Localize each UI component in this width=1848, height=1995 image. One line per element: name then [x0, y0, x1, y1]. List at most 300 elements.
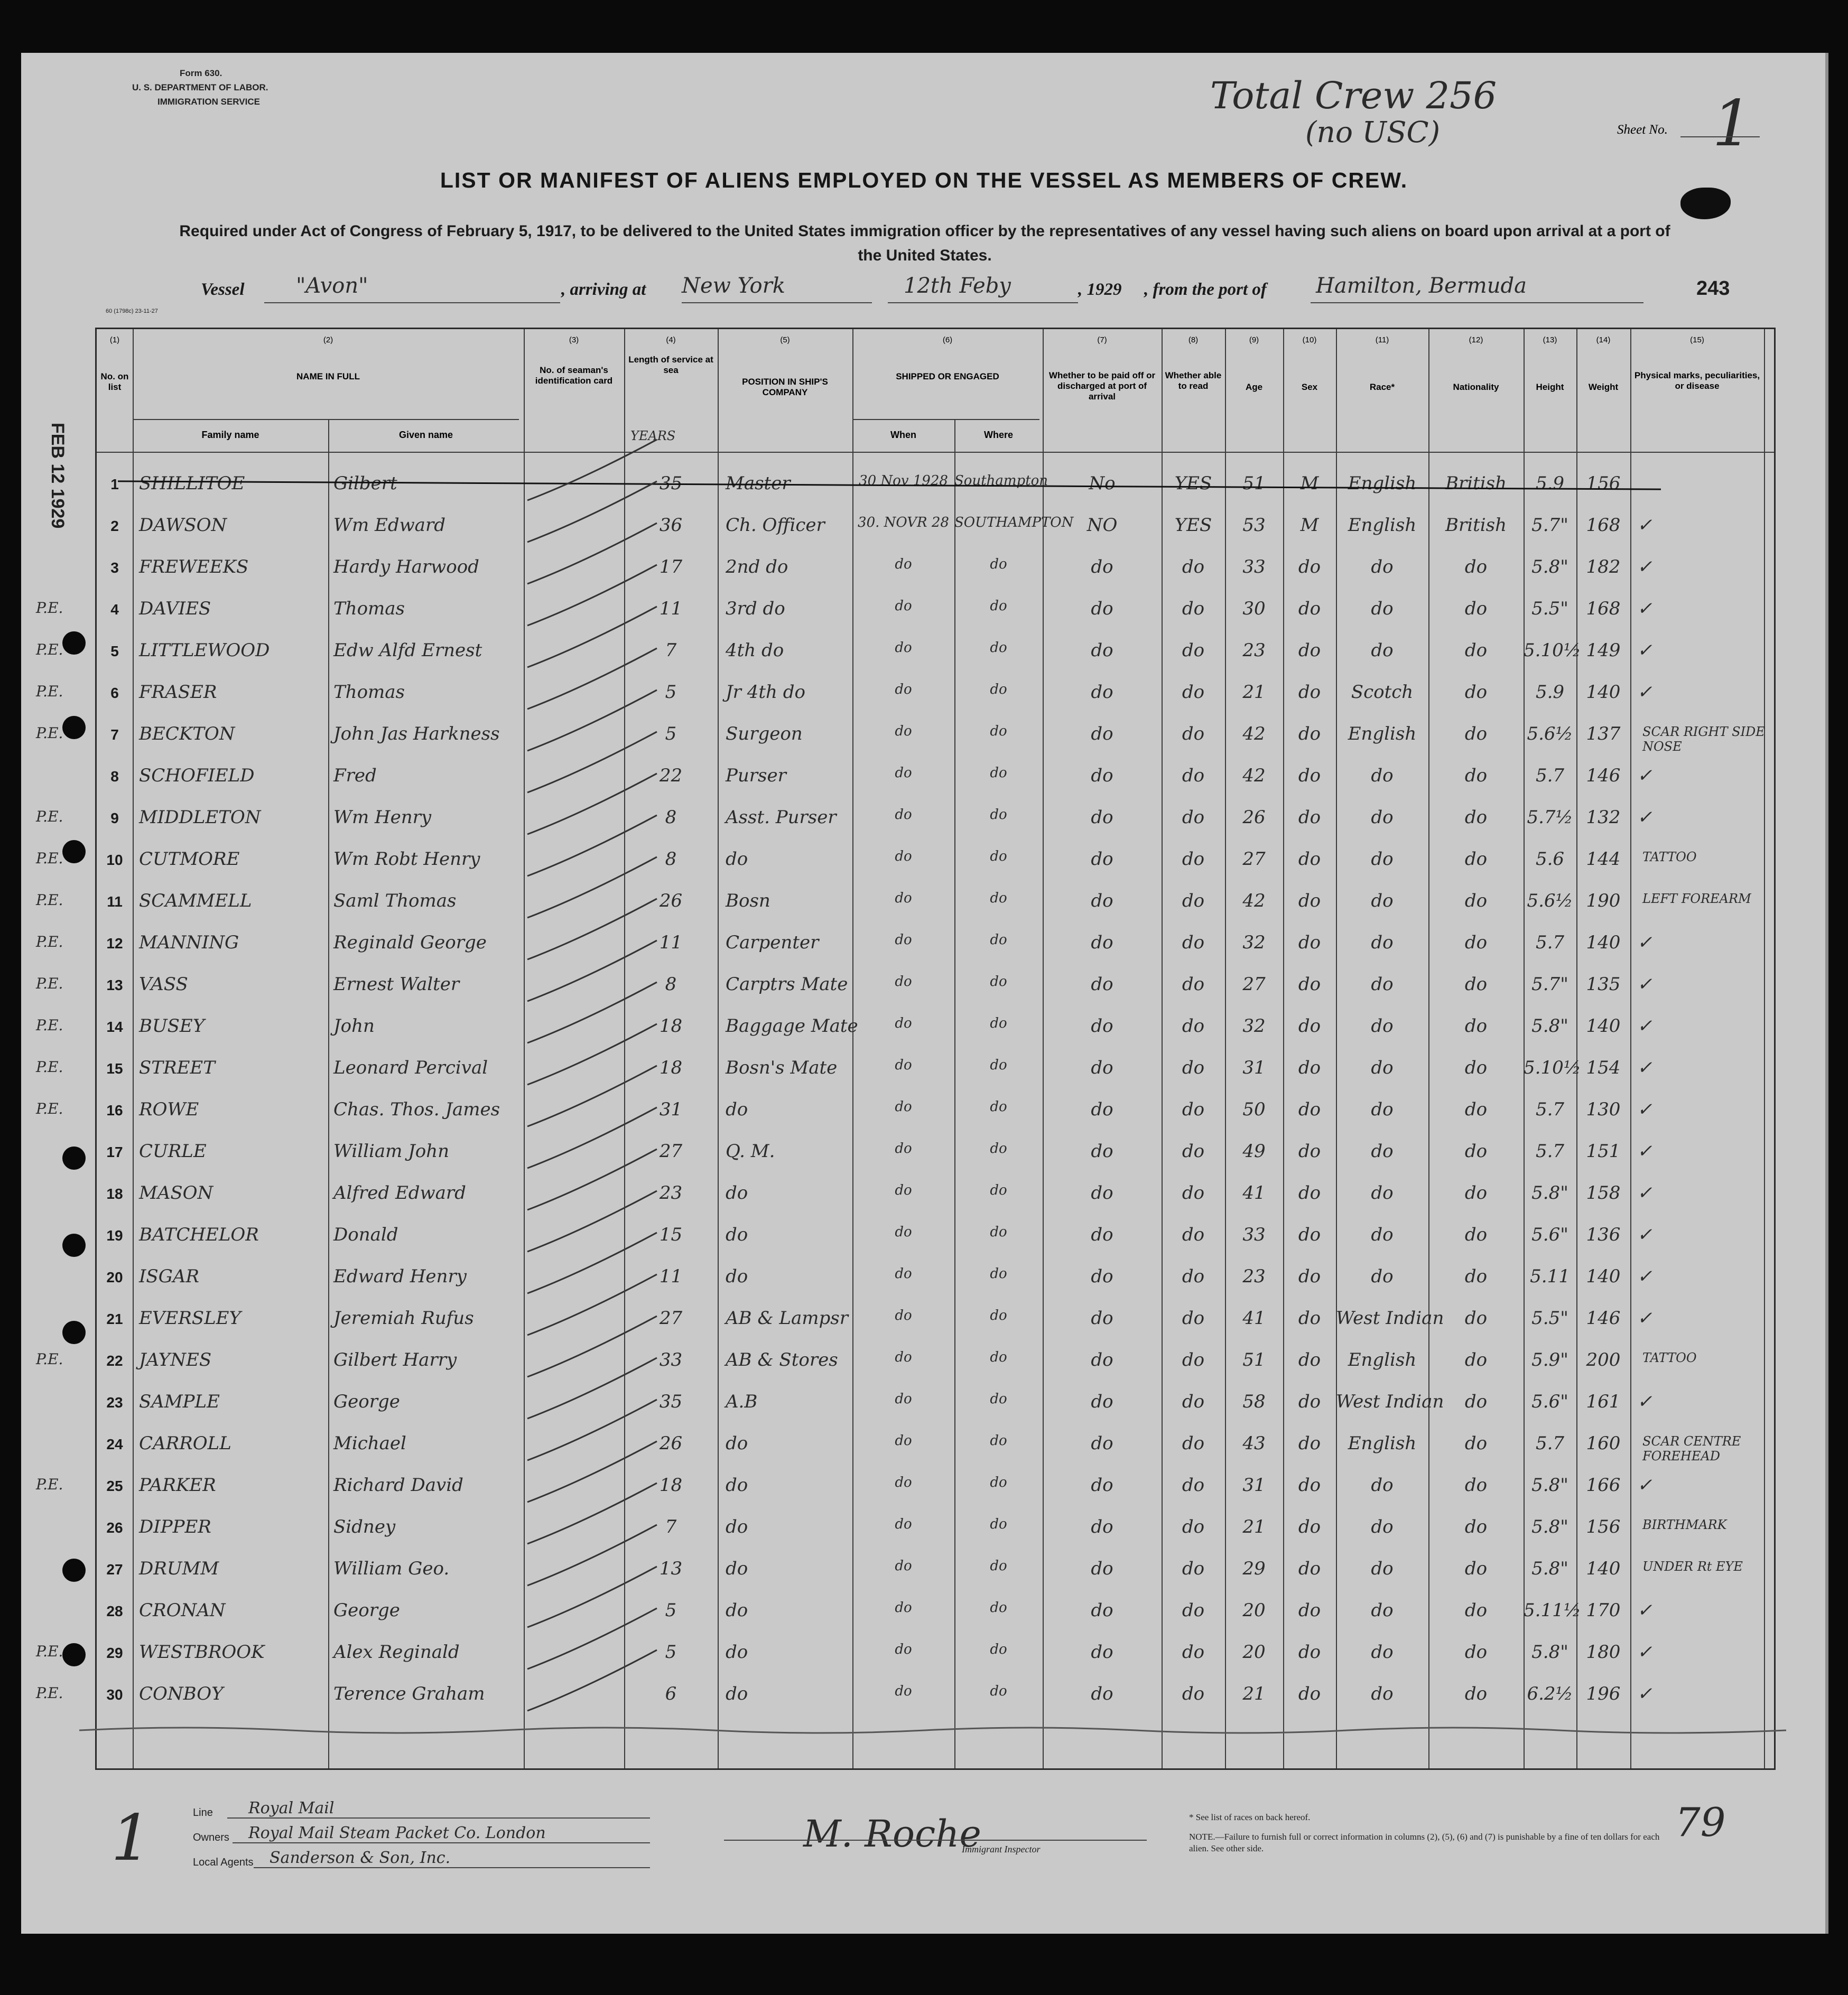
cell-when: do — [895, 1600, 912, 1616]
cell-service: 11 — [659, 1266, 683, 1287]
cell-weight: 160 — [1586, 1433, 1621, 1454]
cell-age: 21 — [1242, 1516, 1266, 1537]
header-given-name: Given name — [398, 430, 453, 440]
cell-weight: 158 — [1586, 1182, 1621, 1204]
check-mark: ✓ — [1637, 1141, 1652, 1162]
arrival-year: , 1929 — [1078, 280, 1122, 299]
binder-hole — [62, 1559, 86, 1582]
cell-age: 50 — [1242, 1099, 1266, 1120]
cell-nat: do — [1464, 1224, 1488, 1245]
cell-race: do — [1371, 1099, 1394, 1120]
cell-weight: 146 — [1586, 765, 1621, 786]
header-id-card: No. of seaman's identification card — [535, 365, 613, 386]
cell-sex: do — [1298, 723, 1321, 744]
margin-annotation: P.E. — [36, 1476, 63, 1493]
cell-race: do — [1371, 640, 1394, 661]
cell-given: George — [333, 1391, 400, 1412]
header-paid-off: Whether to be paid off or discharged at port of arrival — [1048, 370, 1156, 402]
arriving-line — [682, 302, 872, 303]
cell-where: do — [990, 849, 1007, 864]
cell-when: do — [895, 1015, 912, 1031]
cell-paid: do — [1091, 1391, 1113, 1412]
header-sex: Sex — [1301, 382, 1318, 392]
cell-position: 2nd do — [726, 556, 788, 577]
cell-given: Gilbert — [333, 473, 397, 494]
binder-hole — [62, 716, 86, 739]
check-mark: ✓ — [1637, 1600, 1652, 1621]
cell-age: 23 — [1242, 1266, 1266, 1287]
cell-paid: do — [1091, 723, 1113, 744]
cell-position: AB & Lampsr — [726, 1308, 848, 1329]
cell-where: do — [990, 1475, 1007, 1490]
cell-sex: do — [1298, 974, 1321, 995]
cell-weight: 180 — [1586, 1642, 1621, 1663]
cell-family: WESTBROOK — [139, 1642, 265, 1663]
cell-service: 26 — [659, 890, 683, 911]
cell-no: 24 — [106, 1436, 123, 1452]
cell-where: do — [990, 682, 1007, 697]
cell-read: do — [1182, 1391, 1205, 1412]
cell-given: Saml Thomas — [333, 890, 457, 911]
margin-annotation: P.E. — [36, 975, 63, 992]
cell-given: Wm Edward — [333, 515, 445, 536]
col-num: (14) — [1596, 335, 1611, 344]
cell-race: English — [1348, 1349, 1417, 1371]
races-footnote: * See list of races on back hereof. — [1189, 1812, 1311, 1822]
cell-paid: do — [1091, 1558, 1113, 1579]
cell-when: do — [895, 1433, 912, 1449]
owners-underline — [233, 1842, 650, 1843]
cell-service: 6 — [665, 1683, 677, 1704]
cell-position: Bosn — [726, 890, 770, 911]
col-num: (2) — [323, 335, 333, 344]
cell-nat: do — [1464, 1266, 1488, 1287]
cell-no: 22 — [106, 1353, 123, 1369]
header-shipped: SHIPPED OR ENGAGED — [896, 371, 999, 381]
cell-family: CARROLL — [139, 1433, 231, 1454]
cell-race: English — [1348, 723, 1417, 744]
cell-read: do — [1182, 932, 1205, 953]
cell-when: 30. NOVR 28 — [858, 515, 949, 530]
cell-race: do — [1371, 807, 1394, 828]
cell-read: do — [1182, 640, 1205, 661]
cell-age: 53 — [1242, 515, 1266, 536]
cell-race: do — [1371, 1015, 1394, 1037]
col-num: (7) — [1097, 335, 1107, 344]
col-num: (12) — [1469, 335, 1483, 344]
cell-race: do — [1371, 1057, 1394, 1078]
cell-nat: do — [1464, 890, 1488, 911]
cell-weight: 156 — [1586, 1516, 1621, 1537]
cell-family: VASS — [139, 974, 188, 995]
owners-label: Owners — [193, 1832, 229, 1843]
cell-paid: do — [1091, 1182, 1113, 1204]
owners-value: Royal Mail Steam Packet Co. London — [248, 1824, 546, 1842]
cell-nat: British — [1445, 515, 1507, 536]
cell-weight: 151 — [1586, 1141, 1621, 1162]
cell-where: do — [990, 1308, 1007, 1323]
cell-given: Donald — [333, 1224, 398, 1245]
cell-read: do — [1182, 765, 1205, 786]
cell-nat: do — [1464, 807, 1488, 828]
binder-hole — [62, 1643, 86, 1666]
cell-read: do — [1182, 598, 1205, 619]
id-column-slashes — [97, 329, 1777, 1772]
cell-when: do — [895, 1182, 912, 1198]
department-name: U. S. DEPARTMENT OF LABOR. — [132, 82, 268, 92]
cell-age: 23 — [1242, 640, 1266, 661]
cell-position: Carpenter — [726, 932, 819, 953]
cell-height: 5.7 — [1535, 765, 1565, 786]
cell-service: 5 — [665, 723, 677, 744]
cell-read: do — [1182, 890, 1205, 911]
cell-paid: do — [1091, 598, 1113, 619]
cell-position: Purser — [726, 765, 786, 786]
cell-where: do — [990, 1558, 1007, 1574]
cell-read: do — [1182, 1475, 1205, 1496]
cell-family: BUSEY — [139, 1015, 205, 1037]
cell-race: do — [1371, 974, 1394, 995]
cell-family: DAVIES — [139, 598, 211, 619]
cell-age: 41 — [1242, 1308, 1266, 1329]
cell-family: BECKTON — [139, 723, 235, 744]
cell-no: 17 — [106, 1144, 123, 1160]
cell-race: do — [1371, 1558, 1394, 1579]
cell-position: do — [726, 1642, 748, 1663]
cell-family: EVERSLEY — [139, 1308, 241, 1329]
cell-sex: M — [1300, 473, 1319, 494]
cell-race: do — [1371, 556, 1394, 577]
cell-position: Carptrs Mate — [726, 974, 848, 995]
margin-annotation: P.E. — [36, 1017, 63, 1034]
cell-paid: do — [1091, 1308, 1113, 1329]
cell-service: 33 — [659, 1349, 683, 1371]
cell-paid: do — [1091, 1015, 1113, 1037]
cell-service: 7 — [665, 640, 677, 661]
cell-paid: do — [1091, 1224, 1113, 1245]
header-family-name: Family name — [201, 430, 259, 440]
wavy-line — [79, 1722, 1786, 1738]
sheet-label: Sheet No. — [1617, 123, 1668, 137]
col-num: (10) — [1302, 335, 1317, 344]
cell-height: 5.8" — [1531, 1015, 1568, 1037]
binder-hole — [62, 1146, 86, 1170]
cell-age: 31 — [1242, 1475, 1266, 1496]
vessel-name: "Avon" — [296, 274, 368, 298]
cell-service: 18 — [659, 1057, 683, 1078]
cell-sex: do — [1298, 682, 1321, 703]
cell-nat: do — [1464, 849, 1488, 870]
cell-sex: do — [1298, 1433, 1321, 1454]
cell-service: 31 — [659, 1099, 683, 1120]
check-mark: ✓ — [1637, 1308, 1652, 1329]
cell-when: do — [895, 1475, 912, 1490]
line-underline — [227, 1817, 650, 1819]
cell-sex: do — [1298, 1349, 1321, 1371]
cell-family: STREET — [139, 1057, 215, 1078]
cell-service: 5 — [665, 682, 677, 703]
cell-position: do — [726, 849, 748, 870]
cell-read: do — [1182, 1308, 1205, 1329]
cell-given: Thomas — [333, 682, 405, 703]
cell-height: 5.5" — [1531, 1308, 1568, 1329]
cell-read: do — [1182, 1600, 1205, 1621]
cell-sex: do — [1298, 1558, 1321, 1579]
cell-when: do — [895, 1308, 912, 1323]
binder-hole — [62, 840, 86, 863]
cell-height: 5.6" — [1531, 1391, 1568, 1412]
cell-where: do — [990, 556, 1007, 572]
cell-age: 20 — [1242, 1600, 1266, 1621]
col-num: (9) — [1249, 335, 1259, 344]
cell-position: do — [726, 1224, 748, 1245]
cell-when: do — [895, 890, 912, 906]
cell-no: 18 — [106, 1186, 123, 1202]
check-mark: ✓ — [1637, 765, 1652, 786]
cell-age: 42 — [1242, 723, 1266, 744]
margin-annotation: P.E. — [36, 933, 63, 950]
cell-sex: do — [1298, 1683, 1321, 1704]
cell-position: Ch. Officer — [726, 515, 825, 536]
cell-where: Southampton — [954, 473, 1048, 489]
cell-no: 7 — [110, 726, 119, 743]
cell-race: do — [1371, 849, 1394, 870]
cell-weight: 168 — [1586, 515, 1621, 536]
header-height: Height — [1536, 382, 1564, 392]
cell-no: 15 — [106, 1060, 123, 1077]
cell-sex: do — [1298, 1015, 1321, 1037]
cell-position: do — [726, 1266, 748, 1287]
cell-read: do — [1182, 1266, 1205, 1287]
cell-race: do — [1371, 1141, 1394, 1162]
cell-weight: 140 — [1586, 932, 1621, 953]
cell-nat: British — [1445, 473, 1507, 494]
cell-no: 20 — [106, 1269, 123, 1285]
header-able-read: Whether able to read — [1165, 370, 1222, 391]
cell-sex: do — [1298, 849, 1321, 870]
from-port: Hamilton, Bermuda — [1316, 274, 1527, 298]
cell-weight: 137 — [1586, 723, 1621, 744]
cell-given: Leonard Percival — [333, 1057, 488, 1078]
cell-sex: do — [1298, 932, 1321, 953]
cell-nat: do — [1464, 1141, 1488, 1162]
physical-marks: LEFT FOREARM — [1642, 891, 1751, 906]
cell-race: English — [1348, 1433, 1417, 1454]
cell-weight: 146 — [1586, 1308, 1621, 1329]
cell-position: Bosn's Mate — [726, 1057, 838, 1078]
cell-race: do — [1371, 1224, 1394, 1245]
cell-when: do — [895, 1266, 912, 1282]
cell-family: FRASER — [139, 682, 217, 703]
cell-service: 35 — [659, 1391, 683, 1412]
cell-position: AB & Stores — [726, 1349, 838, 1371]
sheet-number: 1 — [1712, 87, 1753, 161]
cell-no: 8 — [110, 768, 119, 785]
cell-read: do — [1182, 1015, 1205, 1037]
cell-weight: 190 — [1586, 890, 1621, 911]
cell-service: 11 — [659, 932, 683, 953]
cell-position: 4th do — [726, 640, 784, 661]
page-number: 243 — [1696, 277, 1730, 300]
service-name: IMMIGRATION SERVICE — [157, 97, 260, 107]
col-num: (3) — [569, 335, 579, 344]
cell-age: 51 — [1242, 473, 1266, 494]
cell-when: do — [895, 682, 912, 697]
cell-weight: 196 — [1586, 1683, 1621, 1704]
date-line — [888, 302, 1078, 303]
cell-race: do — [1371, 932, 1394, 953]
cell-family: SCHOFIELD — [139, 765, 255, 786]
check-mark: ✓ — [1637, 556, 1652, 577]
physical-marks: TATTOO — [1642, 850, 1697, 864]
cell-paid: do — [1091, 807, 1113, 828]
header-when: When — [890, 430, 916, 440]
cell-when: 30 Nov 1928 — [859, 473, 948, 489]
cell-age: 43 — [1242, 1433, 1266, 1454]
sheet-no-line — [1680, 136, 1760, 137]
cell-paid: do — [1091, 1516, 1113, 1537]
col-num: (1) — [109, 335, 120, 344]
cell-read: do — [1182, 682, 1205, 703]
cell-read: do — [1182, 1349, 1205, 1371]
vessel-label: Vessel — [201, 280, 245, 299]
header-physical-marks: Physical marks, peculiarities, or disease — [1634, 370, 1760, 391]
cell-read: do — [1182, 1141, 1205, 1162]
cell-nat: do — [1464, 1433, 1488, 1454]
cell-given: Wm Robt Henry — [333, 849, 480, 870]
cell-read: do — [1182, 1224, 1205, 1245]
cell-nat: do — [1464, 1015, 1488, 1037]
cell-read: YES — [1174, 515, 1212, 536]
form-number: Form 630. — [180, 68, 222, 78]
cell-paid: do — [1091, 932, 1113, 953]
received-stamp: FEB 12 1929 — [48, 423, 68, 529]
cell-race: do — [1371, 1600, 1394, 1621]
cell-position: do — [726, 1433, 748, 1454]
cell-sex: do — [1298, 1475, 1321, 1496]
cell-paid: do — [1091, 640, 1113, 661]
check-mark: ✓ — [1637, 1475, 1652, 1496]
cell-service: 36 — [659, 515, 683, 536]
cell-service: 23 — [659, 1182, 683, 1204]
cell-paid: do — [1091, 682, 1113, 703]
cell-sex: do — [1298, 1391, 1321, 1412]
check-mark: ✓ — [1637, 1642, 1652, 1663]
cell-paid: do — [1091, 1266, 1113, 1287]
cell-race: English — [1348, 473, 1417, 494]
cell-service: 8 — [665, 849, 677, 870]
form-header — [132, 66, 268, 109]
cell-no: 19 — [106, 1227, 123, 1244]
binder-hole — [62, 631, 86, 655]
cell-weight: 140 — [1586, 1015, 1621, 1037]
cell-height: 5.8" — [1531, 1182, 1568, 1204]
check-mark: ✓ — [1637, 640, 1652, 661]
physical-marks: TATTOO — [1642, 1350, 1697, 1365]
cell-race: do — [1371, 1516, 1394, 1537]
cell-when: do — [895, 1558, 912, 1574]
cell-when: do — [895, 849, 912, 864]
cell-position: Jr 4th do — [726, 682, 805, 703]
cell-where: do — [990, 807, 1007, 823]
cell-given: Gilbert Harry — [333, 1349, 457, 1371]
cell-nat: do — [1464, 1182, 1488, 1204]
cell-read: do — [1182, 849, 1205, 870]
cell-when: do — [895, 598, 912, 614]
cell-when: do — [895, 974, 912, 990]
total-crew-note: Total Crew 256 — [1210, 74, 1497, 117]
col-num: (4) — [666, 335, 676, 344]
cell-race: do — [1371, 1266, 1394, 1287]
cell-paid: do — [1091, 890, 1113, 911]
check-mark: ✓ — [1637, 1683, 1652, 1704]
cell-sex: do — [1298, 1642, 1321, 1663]
cell-when: do — [895, 640, 912, 656]
cell-read: YES — [1174, 473, 1212, 494]
cell-sex: do — [1298, 598, 1321, 619]
col-num: (8) — [1188, 335, 1199, 344]
cell-no: 11 — [107, 893, 123, 910]
cell-family: DAWSON — [139, 515, 227, 536]
cell-height: 5.7" — [1531, 974, 1568, 995]
cell-family: PARKER — [139, 1475, 216, 1496]
cell-read: do — [1182, 1433, 1205, 1454]
cell-no: 21 — [106, 1311, 123, 1327]
cell-given: Ernest Walter — [333, 974, 460, 995]
line-value: Royal Mail — [248, 1799, 335, 1817]
cell-where: do — [990, 1266, 1007, 1282]
cell-when: do — [895, 1683, 912, 1699]
check-mark: ✓ — [1637, 932, 1652, 953]
cell-position: do — [726, 1600, 748, 1621]
cell-nat: do — [1464, 640, 1488, 661]
cell-paid: do — [1091, 556, 1113, 577]
cell-nat: do — [1464, 1642, 1488, 1663]
cell-sex: do — [1298, 1057, 1321, 1078]
cell-service: 26 — [659, 1433, 683, 1454]
cell-service: 18 — [659, 1475, 683, 1496]
cell-where: do — [990, 1057, 1007, 1073]
physical-marks: SCAR RIGHT SIDE NOSE — [1642, 724, 1765, 754]
cell-age: 58 — [1242, 1391, 1266, 1412]
cell-sex: do — [1298, 1266, 1321, 1287]
cell-race: do — [1371, 598, 1394, 619]
cell-family: CURLE — [139, 1141, 207, 1162]
cell-age: 42 — [1242, 765, 1266, 786]
cell-age: 32 — [1242, 932, 1266, 953]
cell-age: 29 — [1242, 1558, 1266, 1579]
cell-family: CRONAN — [139, 1600, 226, 1621]
cell-age: 49 — [1242, 1141, 1266, 1162]
cell-nat: do — [1464, 723, 1488, 744]
cell-height: 5.6" — [1531, 1224, 1568, 1245]
cell-age: 27 — [1242, 974, 1266, 995]
cell-read: do — [1182, 723, 1205, 744]
cell-nat: do — [1464, 1349, 1488, 1371]
cell-age: 51 — [1242, 1349, 1266, 1371]
cell-given: Wm Henry — [333, 807, 432, 828]
cell-read: do — [1182, 1642, 1205, 1663]
header-name-in-full: NAME IN FULL — [296, 371, 360, 381]
cell-sex: do — [1298, 890, 1321, 911]
cell-given: Edward Henry — [333, 1266, 467, 1287]
cell-given: Richard David — [333, 1475, 463, 1496]
cell-read: do — [1182, 1182, 1205, 1204]
cell-when: do — [895, 1057, 912, 1073]
cell-height: 5.7½ — [1527, 807, 1573, 828]
cell-nat: do — [1464, 1475, 1488, 1496]
cell-no: 28 — [106, 1603, 123, 1619]
